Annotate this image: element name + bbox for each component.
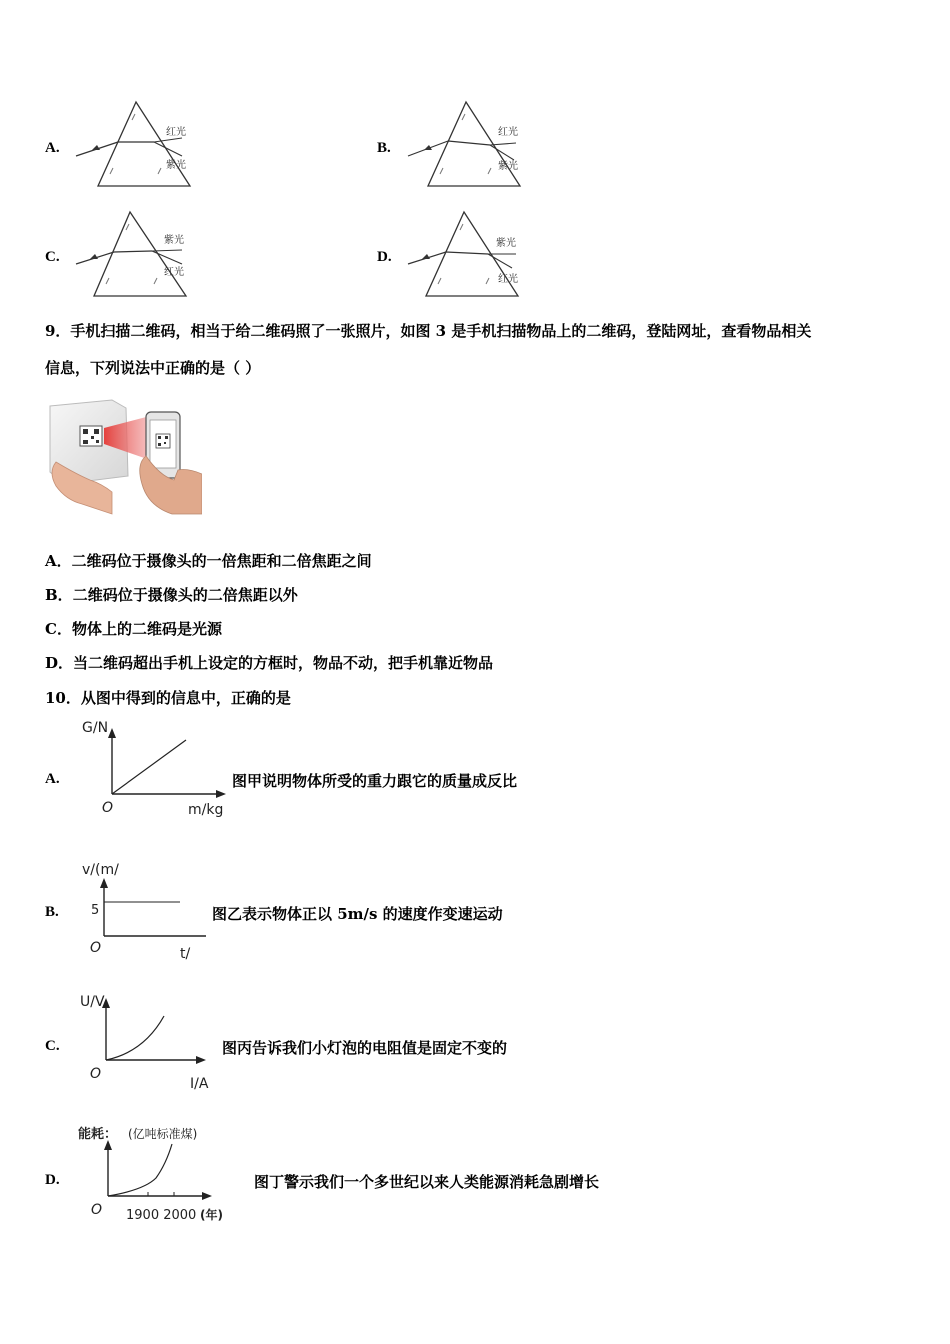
q10-option-d-text[interactable]: 图丁警示我们一个多世纪以来人类能源消耗急剧增长 [254,1173,600,1191]
q9-stem-line2: 信息，下列说法中正确的是（ ） [45,359,261,377]
q9-option-b-text: 二维码位于摄像头的二倍焦距以外 [72,586,298,604]
q10-option-d-origin: O [91,1202,103,1218]
q8-option-a-prism-diagram [70,98,200,193]
q10-stem: 10．从图中得到的信息中，正确的是 [45,689,291,707]
q10-option-b-y-tick: 5 [91,903,100,918]
q10-option-b-x-label: t/ [180,946,191,962]
q10-option-b-text[interactable]: 图乙表示物体正以 5m/s 的速度作变速运动 [212,905,503,923]
q8-option-c-prism-diagram [70,208,200,300]
q9-option-d-text: 当二维码超出手机上设定的方框时，物品不动，把手机靠近物品 [73,654,494,672]
q10-option-d-y-label-rest: (亿吨标准煤) [128,1127,198,1141]
q10-option-a-origin: O [102,800,114,816]
q8-option-a-letter: A. [45,140,60,156]
q10-option-d-letter: D. [45,1172,60,1188]
q10-option-d-y-label-bold: 能耗： [78,1127,118,1142]
q10-option-c-graph [74,986,224,1096]
q10-option-c-letter: C. [45,1038,60,1054]
q8-option-c-top-label: 紫光 [164,235,184,246]
q8-option-b-bottom-label: 紫光 [498,161,518,172]
q8-option-a-bottom-label: 紫光 [166,160,186,171]
q10-option-b-y-label: v/(m/ [82,862,119,878]
q8-option-c-bottom-label: 红光 [164,267,184,278]
q8-option-d-prism-diagram [404,208,534,300]
q10-option-a-letter: A. [45,771,60,787]
q9-phone-scanning-photo [46,398,202,518]
q8-option-d-top-label: 紫光 [496,238,516,249]
q9-option-c-text: 物体上的二维码是光源 [71,620,222,638]
q10-option-a-x-label: m/kg [188,802,224,818]
q10-option-c-origin: O [90,1066,102,1082]
q9-option-a[interactable] [45,550,372,571]
q9-option-d-letter: D． [45,654,74,672]
q10-option-d-x-unit: (年) [200,1208,223,1222]
q9-option-d[interactable] [45,652,493,673]
q10-option-d-graph [74,1118,254,1230]
q10-option-a-graph [74,714,234,824]
q9-option-b-letter: B． [45,586,73,604]
q9-option-c[interactable] [45,618,222,639]
q9-option-a-text: 二维码位于摄像头的一倍焦距和二倍焦距之间 [71,552,372,570]
q8-option-c-letter: C. [45,249,60,265]
q10-option-d-x-ticks: 1900 2000 [126,1208,197,1223]
q9-stem-line1: 9．手机扫描二维码，相当于给二维码照了一张照片，如图 3 是手机扫描物品上的二维码，登陆网址，查看物品相关 [45,322,812,340]
q10-option-c-text[interactable]: 图丙告诉我们小灯泡的电阻值是固定不变的 [222,1039,508,1057]
q10-option-c-x-label: I/A [190,1076,209,1092]
q10-option-b-graph [74,854,214,966]
q10-option-a-y-label: G/N [82,720,109,736]
q10-option-a-text[interactable]: 图甲说明物体所受的重力跟它的质量成反比 [232,772,518,790]
q8-option-b-letter: B. [377,140,391,156]
q8-option-d-letter: D. [377,249,392,265]
q9-option-c-letter: C． [45,620,72,638]
q10-option-b-letter: B. [45,904,59,920]
q10-option-c-y-label: U/V [80,994,105,1010]
q8-option-b-top-label: 红光 [498,127,518,138]
q8-option-d-bottom-label: 红光 [498,274,518,285]
q9-option-b[interactable] [45,584,298,605]
q8-option-a-top-label: 红光 [166,127,186,138]
q10-option-b-origin: O [90,940,102,956]
q8-option-b-prism-diagram [404,98,534,193]
q9-option-a-letter: A． [45,552,72,570]
